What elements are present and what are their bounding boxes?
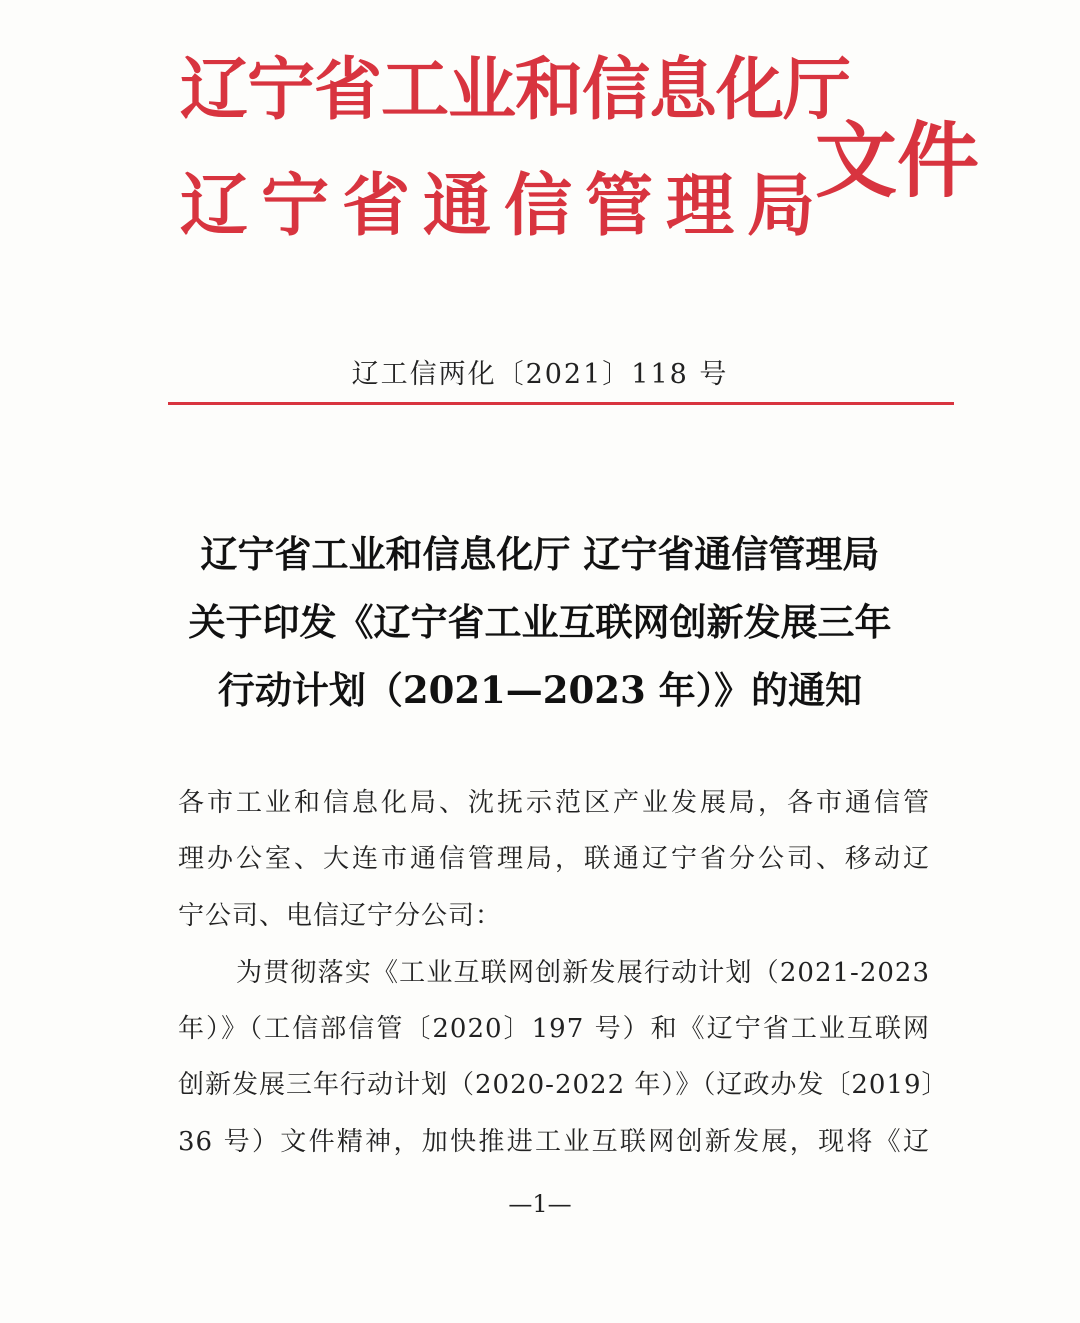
body-text-line: 宁公司、电信辽宁分公司：: [178, 901, 503, 931]
document-title-line-1: 辽宁省工业和信息化厅 辽宁省通信管理局: [200, 532, 880, 576]
body-text-line: 年）》（工信部信管〔2020〕197 号）和《辽宁省工业互联网: [178, 1014, 930, 1044]
document-type-label: 文件: [815, 113, 980, 209]
red-header-divider: [168, 402, 954, 405]
body-text-line: 理办公室、大连市通信管理局，联通辽宁省分公司、移动辽: [178, 844, 930, 874]
body-text-line: 为贯彻落实《工业互联网创新发展行动计划（2021-2023: [236, 958, 930, 988]
page-number: —1—: [508, 1190, 572, 1218]
document-title-line-3: 行动计划（2021—2023 年）》的通知: [217, 668, 863, 712]
issuer-name-communications: 辽宁省通信管理局: [180, 166, 829, 246]
body-text-line: 各市工业和信息化局、沈抚示范区产业发展局，各市通信管: [178, 788, 930, 818]
document-title-line-2: 关于印发《辽宁省工业互联网创新发展三年: [188, 600, 892, 644]
body-text-line: 创新发展三年行动计划（2020-2022 年）》（辽政办发〔2019〕: [178, 1070, 949, 1100]
document-number: 辽工信两化〔2021〕118 号: [351, 359, 729, 390]
body-text-line: 36 号）文件精神，加快推进工业互联网创新发展，现将《辽: [178, 1127, 930, 1157]
issuer-name-industry: 辽宁省工业和信息化厅: [180, 50, 851, 130]
